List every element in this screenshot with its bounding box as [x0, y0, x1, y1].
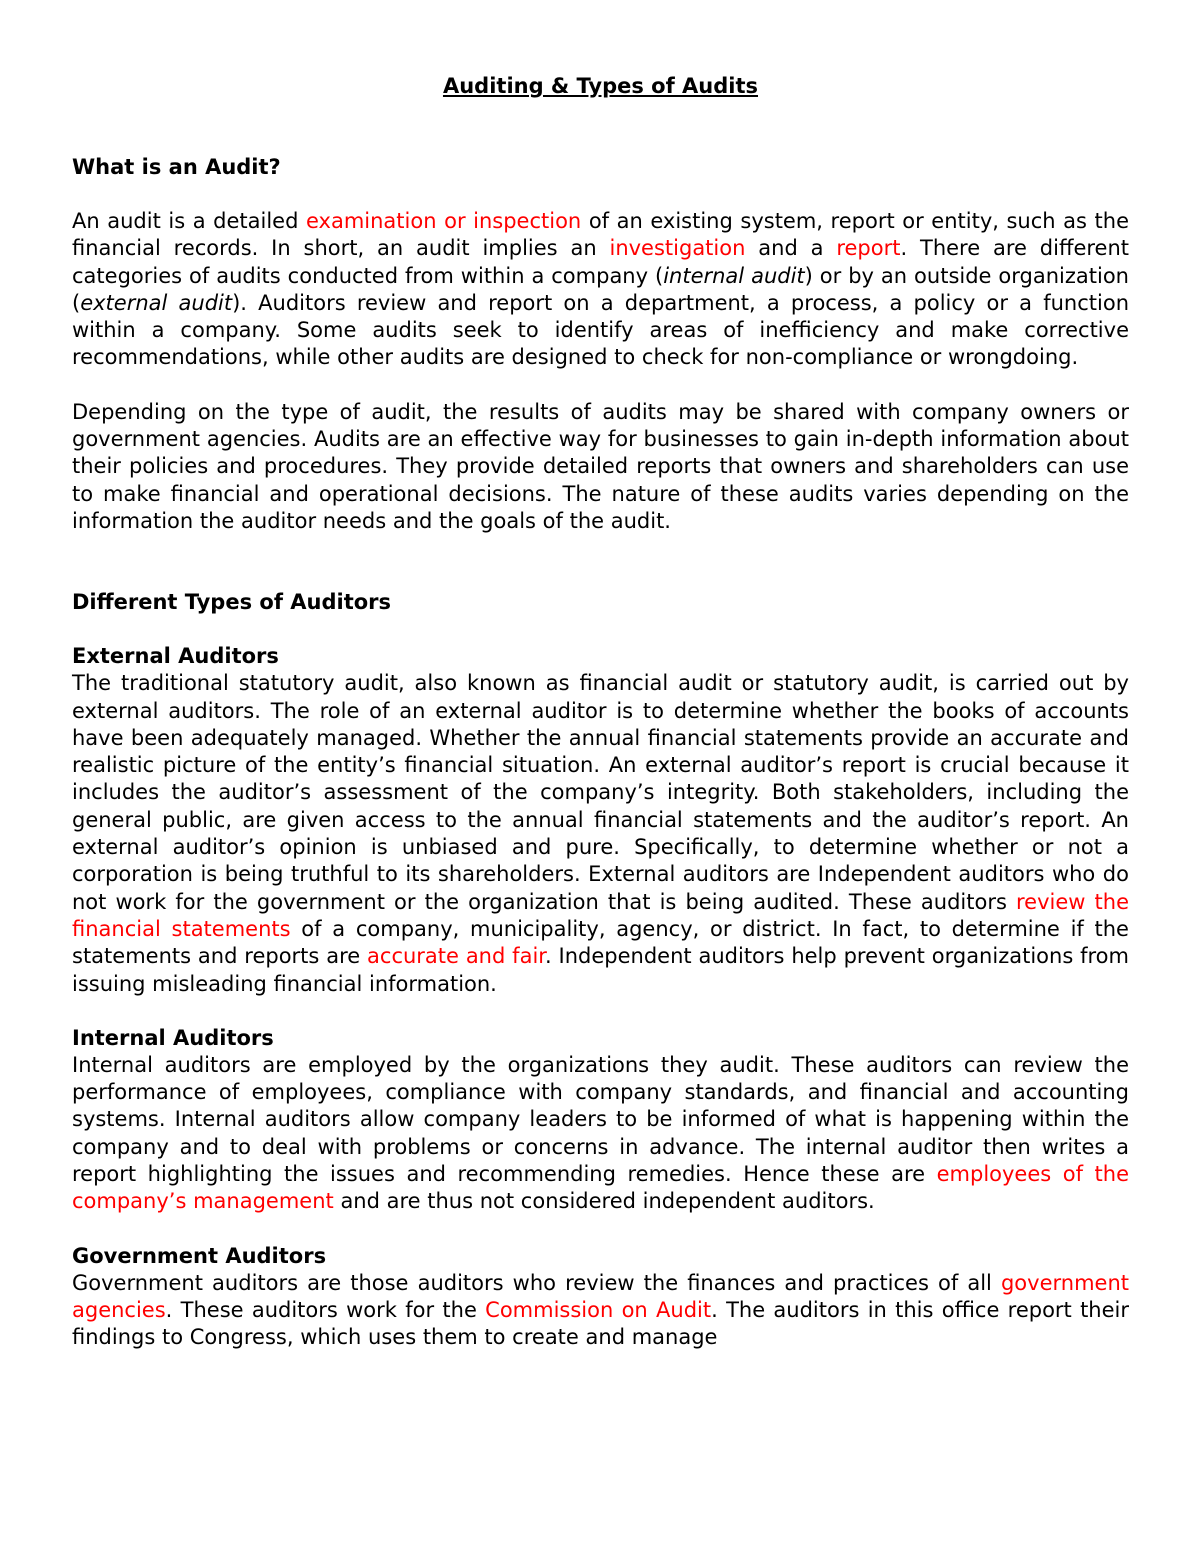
highlight-commission-on-audit: Commission on Audit — [485, 1297, 712, 1322]
paragraph-government-auditors: Government auditors are those auditors who review the finances and practices of all government agencies. These auditors work for the Commission on Audit. The auditors in this office report their findings to Congress, which uses them to create and manage — [72, 1270, 1130, 1350]
highlight-investigation: investigation — [609, 236, 746, 261]
highlight-government-agencies: government agencies — [72, 1270, 1129, 1322]
paragraph-external-auditors: The traditional statutory audit, also known as financial audit or statutory audit, is carried out by external auditors. The role of an external auditor is to determine whether the books of accounts have been adequately managed. Whether the annual financial statements provide an accurate and realistic picture of the entity’s financial situation. An external auditor’s report is crucial because it includes the auditor’s assessment of the company’s integrity. Both stakeholders, including the general public, are given access to the annual financial statements and the auditor’s report. An external auditor’s opinion is unbiased and pure. Specifically, to determine whether or not a corporation is being truthful to its shareholders. External auditors are Independent auditors who do not work for the government or the organization that is being audited. These auditors review the financial statements of a company, municipality, agency, or district. In fact, to determine if the statements and reports are accurate and fair. Independent auditors help prevent organizations from issuing misleading financial information. — [72, 671, 1129, 996]
italic-internal-audit: internal audit — [663, 263, 805, 288]
paragraph-audit-results: Depending on the type of audit, the results of audits may be shared with company owners or government agencies. Audits are an effective way for businesses to gain in-depth information about their policies and procedures. They provide detailed reports that owners and shareholders can use to make financial and operational decisions. The nature of these audits varies depending on the information the auditor needs and the goals of the audit. — [72, 399, 1129, 533]
paragraph-internal-auditors: Internal auditors are employed by the organizations they audit. These auditors can review the performance of employees, compliance with company standards, and financial and accounting systems. Internal auditors allow company leaders to be informed of what is happening within the company and to deal with problems or concerns in advance. The internal auditor then writes a report highlighting the issues and recommending remedies. Hence these are employees of the company’s management and are thus not considered independent auditors. — [72, 1052, 1129, 1214]
document-title: Auditing & Types of Audits — [442, 74, 759, 98]
heading-types-of-auditors: Different Types of Auditors — [72, 590, 392, 615]
heading-internal-auditors: Internal Auditors — [72, 1025, 274, 1050]
heading-external-auditors: External Auditors — [72, 644, 279, 669]
heading-government-auditors: Government Auditors — [72, 1243, 327, 1268]
highlight-report: report — [836, 236, 901, 261]
heading-what-is-audit: What is an Audit? — [72, 155, 281, 179]
italic-external-audit: external audit — [80, 290, 233, 315]
highlight-employees-management: employees of the company’s management — [72, 1162, 1129, 1214]
highlight-accurate-and-fair: accurate and fair — [367, 944, 545, 969]
paragraph-audit-definition: An audit is a detailed examination or inspection of an existing system, report or entity, such as the financial records. In short, an audit implies an investigation and a report. There are different categories of audits conducted from within a company (internal audit) or by an outside organization (external audit). Auditors review and report on a department, a process, a policy or a function within a company. Some audits seek to identify areas of inefficiency and make corrective recommendations, while other audits are designed to check for non-compliance or wrongdoing. — [72, 209, 1129, 370]
highlight-examination: examination or inspection — [305, 209, 582, 233]
highlight-review-financial-statements: review the financial statements — [72, 889, 1129, 941]
